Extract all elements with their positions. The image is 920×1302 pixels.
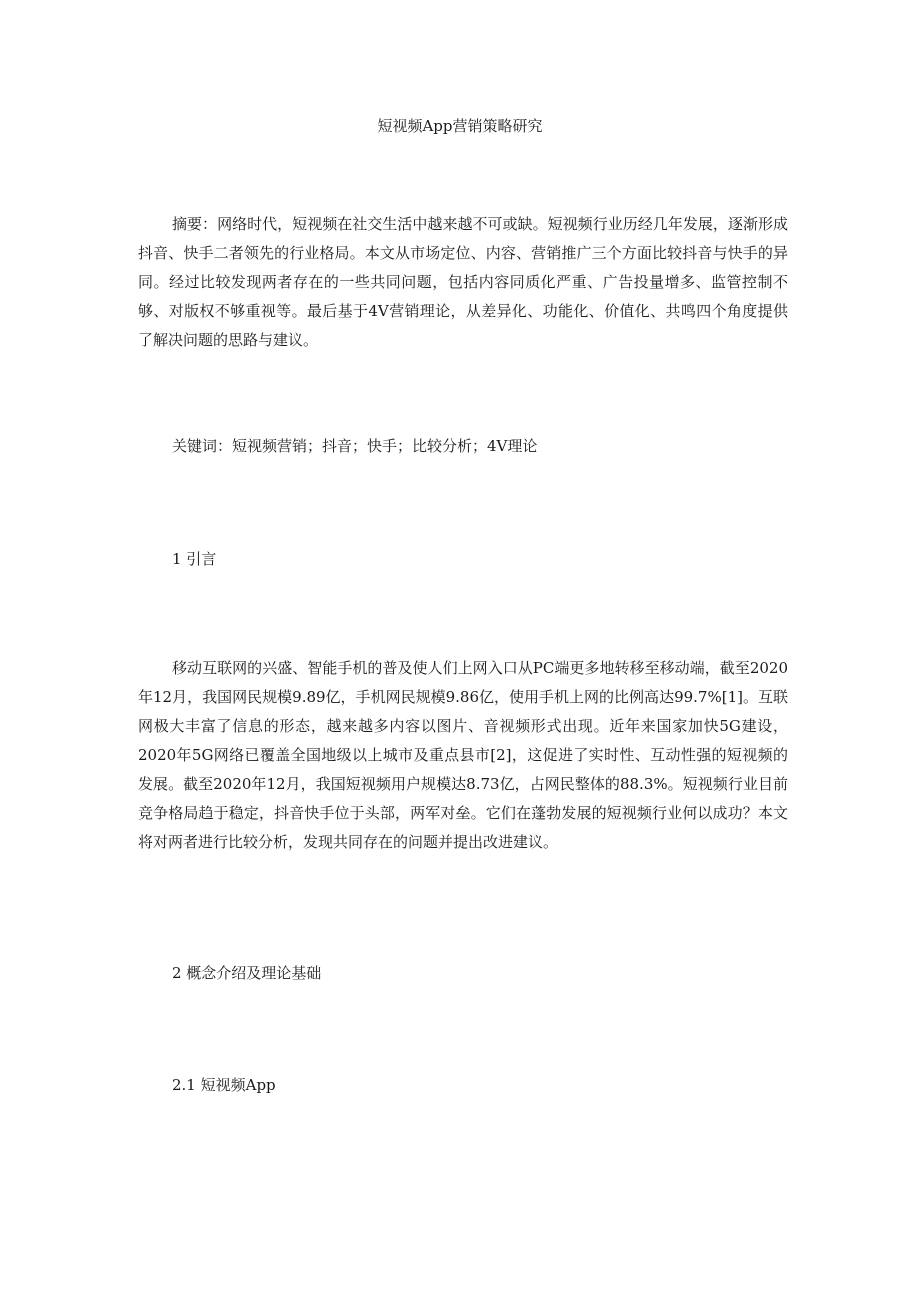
section-1-heading: 1 引言 (172, 550, 217, 568)
section-1-body: 移动互联网的兴盛、智能手机的普及使人们上网入口从PC端更多地转移至移动端，截至2020年12月，我国网民规模9.89亿，手机网民规模9.86亿，使用手机上网的比例高达99.7%[1]。互联网极大丰富了信息的形态，越来越多内容以图片、音视频形式出现。近年来国家加快5G建设，2020年5G网络已覆盖全国地级以上城市及重点县市[2]，这促进了实时性、互动性强的短视频的发展。截至2020年12月，我国短视频用户规模达8.73亿，占网民整体的88.3%。短视频行业目前竞争格局趋于稳定，抖音快手位于头部，两军对垒。它们在蓬勃发展的短视频行业何以成功？本文将对两者进行比较分析，发现共同存在的问题并提出改进建议。 (138, 659, 788, 851)
keywords-paragraph: 关键词：短视频营销；抖音；快手；比较分析；4V理论 (172, 437, 538, 455)
abstract-paragraph: 摘要：网络时代，短视频在社交生活中越来越不可或缺。短视频行业历经几年发展，逐渐形成抖音、快手二者领先的行业格局。本文从市场定位、内容、营销推广三个方面比较抖音与快手的异同。经过比较发现两者存在的一些共同问题，包括内容同质化严重、广告投量增多、监管控制不够、对版权不够重视等。最后基于4V营销理论，从差异化、功能化、价值化、共鸣四个角度提供了解决问题的思路与建议。 (138, 215, 788, 349)
document-title: 短视频App营销策略研究 (377, 117, 543, 135)
section-2-1-heading: 2.1 短视频App (172, 1076, 276, 1094)
section-2-heading: 2 概念介绍及理论基础 (172, 964, 322, 982)
